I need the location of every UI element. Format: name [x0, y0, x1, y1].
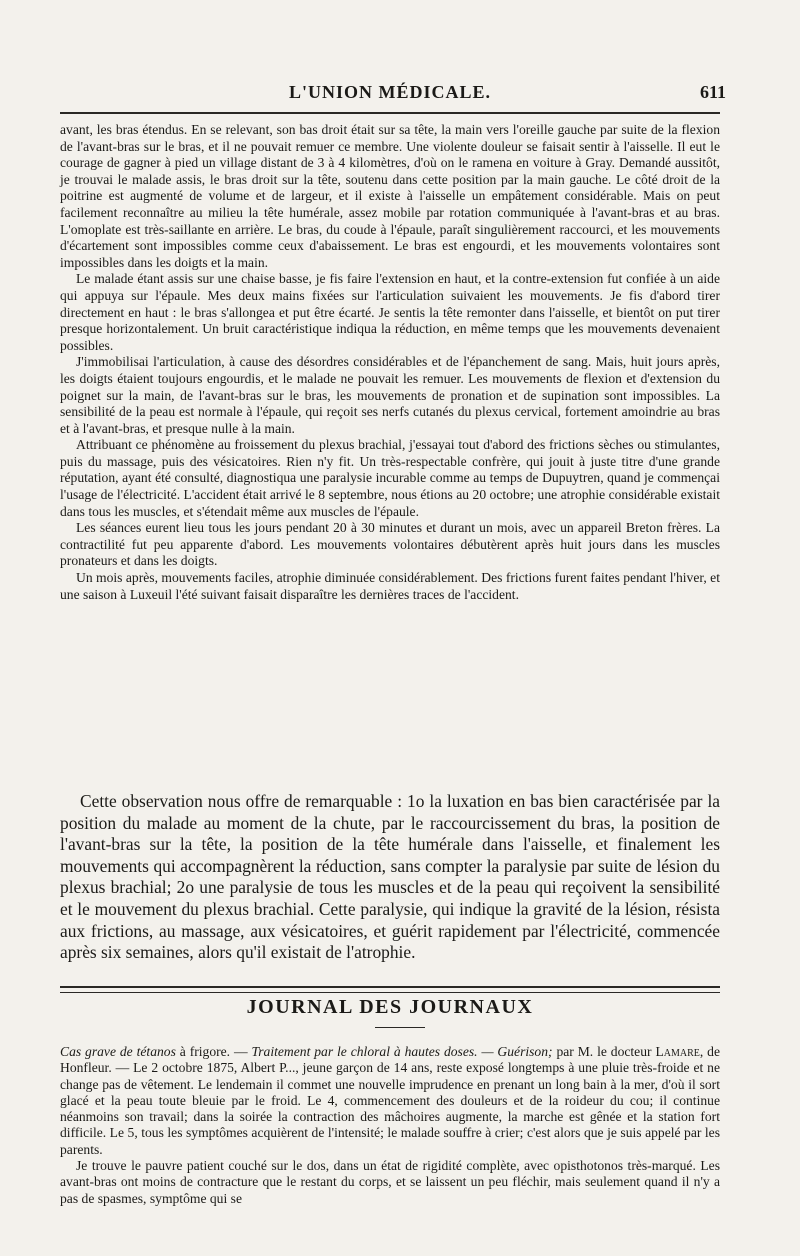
- case-paragraph-5: Les séances eurent lieu tous les jours pendant 20 à 30 minutes et durant un mois, avec un appareil Breton frères. La contractilité fut peu apparente d'abord. Les mouvements volontaires débutèrent après huit jours dans les muscles pronateurs et dans les doigts.: [60, 520, 720, 569]
- section-double-rule: [60, 986, 720, 993]
- case-paragraph-4: Attribuant ce phénomène au froissement du plexus brachial, j'essayai tout d'abord des frictions sèches ou stimulantes, puis du massage, puis des vésicatoires. Rien n'y fit. Un très-respectable confrère, qui jouit à juste titre d'une grande réputation, ayant été consulté, diagnostiqua une paralysie incurable comme au temps de Dupuytren, quand je commençai l'usage de l'électricité. L'accident était arrivé le 8 septembre, nous étions au 20 octobre; une atrophie considérable existait dans tous les muscles, et s'étendait même aux muscles de l'épaule.: [60, 437, 720, 519]
- section-title: JOURNAL DES JOURNAUX: [246, 996, 534, 1018]
- journal-article: [60, 1044, 720, 1207]
- author-name: Lamare: [655, 1044, 700, 1059]
- running-head: [60, 76, 726, 106]
- intro-text: , de Honfleur. — Le 2 octobre 1875, Albert P..., jeune garçon de 14 ans, reste exposé longtemps à une pluie très-froide et ne change pas de vêtement. Le lendemain il commet une nouvelle imprudence en prenant un long bain à la mer, d'où il sort glacé et la peau toute bleuie par le froid. Le 4, commencement des douleurs et de la roideur du cou; il continue néanmoins son travail; dans la soirée la contraction des mâchoires augmente, la marche est gênée et la station fort difficile. Le 5, tous les symptômes acquièrent de l'intensité; le malade souffre à crier; c'est alors que je suis appelé par les parents.: [60, 1044, 720, 1157]
- case-paragraph-2: Le malade étant assis sur une chaise basse, je fis faire l'extension en haut, et la contre-extension fut confiée à un aide qui appuya sur l'épaule. Mes deux mains fixées sur l'articulation suivaient les mouvements. Je fis d'abord tirer directement en haut : le bras s'allongea et put être écarté. Je sentis la tête remonter dans l'aisselle, et bientôt on put tirer presque horizontalement. Un bruit caractéristique indiqua la réduction, en même temps que les mouvements devenaient possibles.: [60, 271, 720, 353]
- article-intro: [60, 1044, 720, 1158]
- case-title: Cas grave de tétanos: [60, 1044, 176, 1059]
- journal-name: L'UNION MÉDICALE.: [288, 82, 492, 102]
- page-number: 611: [699, 82, 726, 102]
- author-prefix: par M. le docteur: [552, 1044, 656, 1059]
- title-cause: à frigore. —: [175, 1044, 252, 1059]
- observation-section: [60, 791, 720, 964]
- treatment-title: Traitement par le chloral à hautes doses. — Guérison;: [251, 1044, 553, 1059]
- case-report: [60, 122, 720, 603]
- observation-paragraph: Cette observation nous offre de remarquable : 1o la luxation en bas bien caractérisée par la position du malade au moment de la chute, par le raccourcissement du bras, la position de l'avant-bras sur la tête, la position de la tête humérale dans l'aisselle, et finalement les mouvements qui accompagnèrent la réduction, sans compter la paralysie par suite de lésion du plexus brachial; 2o une paralysie de tous les muscles et de la peau qui reçoivent la sensibilité et le mouvement du plexus brachial. Cette paralysie, qui indique la gravité de la lésion, résista aux frictions, au massage, aux vésicatoires, et guérit rapidement par l'électricité, commencée après six semaines, alors qu'il existait de l'atrophie.: [60, 791, 720, 963]
- title-underline: [375, 1027, 425, 1028]
- case-paragraph-3: J'immobilisai l'articulation, à cause des désordres considérables et de l'épanchement de sang. Mais, huit jours après, les doigts étaient toujours engourdis, et le malade ne pouvait les remuer. Les mouvements de flexion et d'extension du poignet sur la main, de l'avant-bras sur le bras, les mouvements de pronation et de supination sont impossibles. La sensibilité de la peau est normale à l'épaule, qui reçoit ses nerfs cutanés du plexus cervical, fortement amoindrie au bras et à l'avant-bras, et presque nulle à la main.: [60, 354, 720, 436]
- article-paragraph-2: Je trouve le pauvre patient couché sur le dos, dans un état de rigidité complète, avec opisthotonos très-marqué. Les avant-bras ont moins de contracture que le restant du corps, et se laissent un peu fléchir, mais seulement quand il n'y a pas de spasmes, symptôme qui se: [60, 1158, 720, 1206]
- case-paragraph-6: Un mois après, mouvements faciles, atrophie diminuée considérablement. Des frictions furent faites pendant l'hiver, et une saison à Luxeuil l'été suivant faisait disparaître les dernières traces de l'accident.: [60, 570, 720, 602]
- case-paragraph-1: avant, les bras étendus. En se relevant, son bas droit était sur sa tête, la main vers l'oreille gauche par suite de la flexion de l'avant-bras sur le bras, et il ne pouvait remuer ce membre. Une violente douleur se faisait sentir à l'aisselle. Il eut le courage de gagner à pied un village distant de 3 à 4 kilomètres, d'où on le ramena en voiture à Gray. Demandé aussitôt, je trouvai le malade assis, le bras droit sur la tête, soutenu dans cette position par la main gauche. Le côté droit de la poitrine est augmenté de volume et de largeur, et il existe à l'aisselle un empâtement considérable. Mais on peut facilement reconnaître au milieu la tête humérale, assez mobile par rotation communiquée à l'avant-bras et au bras. L'omoplate est très-saillante en arrière. Le bras, du coude à l'épaule, paraît singulièrement raccourci, et les mouvements d'écartement sont impossibles comme ceux d'abaissement. Le bras est engourdi, et les mouvements volontaires sont impossibles dans les doigts et la main.: [60, 122, 720, 270]
- header-rule: [60, 112, 720, 114]
